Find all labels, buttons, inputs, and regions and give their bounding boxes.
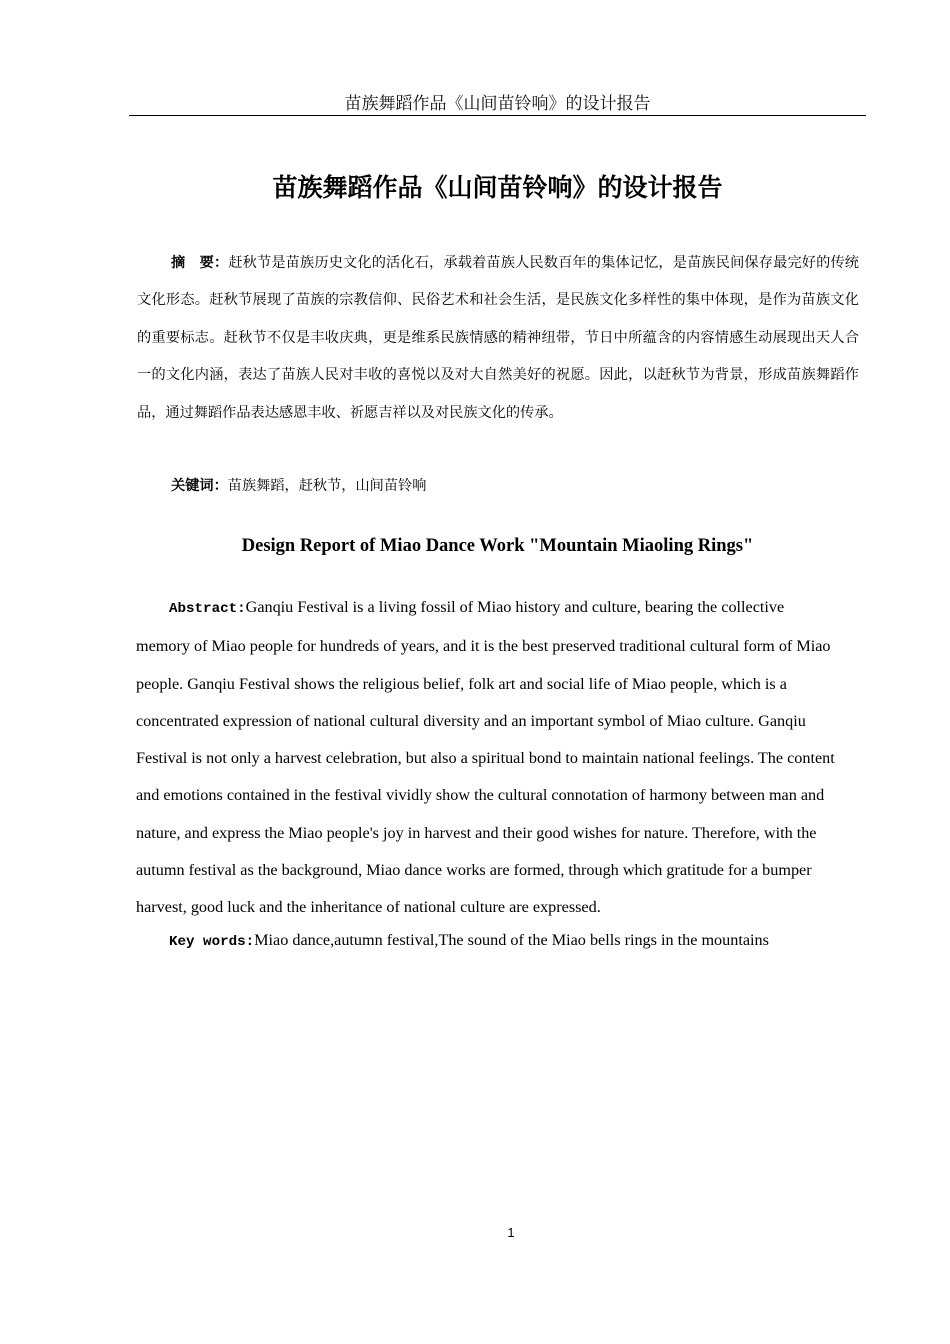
chinese-keywords-label: 关键词： <box>171 478 228 494</box>
english-abstract-line: concentrated expression of national cultural diversity and an important symbol of Miao culture. Ganqiu <box>136 711 806 730</box>
chinese-title: 苗族舞蹈作品《山间苗铃响》的设计报告 <box>272 173 723 202</box>
chinese-abstract-text: 赶秋节是苗族历史文化的活化石，承载着苗族人民数百年的集体记忆，是苗族民间保存最完好的传统文化形态。赶秋节展现了苗族的宗教信仰、民俗艺术和社会生活，是民族文化多样性的集中体现，是作为苗族文化的重要标志。赶秋节不仅是丰收庆典，更是维系民族情感的精神纽带，节日中所蕴含的内容情感生动展现出天人合一的文化内涵，表达了苗族人民对丰收的喜悦以及对大自然美好的祝愿。因此，以赶秋节为背景，形成苗族舞蹈作品，通过舞蹈作品表达感恩丰收、祈愿吉祥以及对民族文化的传承。 <box>137 255 859 421</box>
chinese-abstract <box>137 245 859 432</box>
header-rule <box>129 115 866 116</box>
english-abstract-label: Abstract: <box>169 601 246 617</box>
chinese-keywords-text: 苗族舞蹈，赶秋节，山间苗铃响 <box>227 478 427 494</box>
english-keywords <box>136 926 860 956</box>
english-title: Design Report of Miao Dance Work "Mountain Miaoling Rings" <box>241 536 754 556</box>
english-abstract <box>136 589 860 927</box>
english-abstract-line: Festival is not only a harvest celebration, but also a spiritual bond to maintain national feelings. The content <box>136 749 835 768</box>
english-abstract-line: Abstract:Ganqiu Festival is a living fossil of Miao history and culture, bearing the collective <box>169 598 785 617</box>
english-keywords-label: Key words: <box>169 934 255 950</box>
running-header: 苗族舞蹈作品《山间苗铃响》的设计报告 <box>344 94 651 114</box>
chinese-keywords <box>137 471 859 501</box>
english-abstract-line: autumn festival as the background, Miao dance works are formed, through which gratitude for a bumper <box>136 861 812 880</box>
english-abstract-line: and emotions contained in the festival vividly show the cultural connotation of harmony between man and <box>136 786 825 805</box>
chinese-abstract-label: 摘 要： <box>171 255 229 271</box>
english-abstract-line: nature, and express the Miao people's joy in harvest and their good wishes for nature. Therefore, with the <box>136 823 817 842</box>
english-abstract-line: harvest, good luck and the inheritance of national culture are expressed. <box>136 898 601 917</box>
english-abstract-line: memory of Miao people for hundreds of years, and it is the best preserved traditional cultural form of Miao <box>136 637 831 656</box>
english-abstract-line: people. Ganqiu Festival shows the religious belief, folk art and social life of Miao people, which is a <box>136 674 787 693</box>
english-keywords-text: Miao dance,autumn festival,The sound of the Miao bells rings in the mountains <box>254 931 769 949</box>
page-number: 1 <box>507 1225 515 1240</box>
